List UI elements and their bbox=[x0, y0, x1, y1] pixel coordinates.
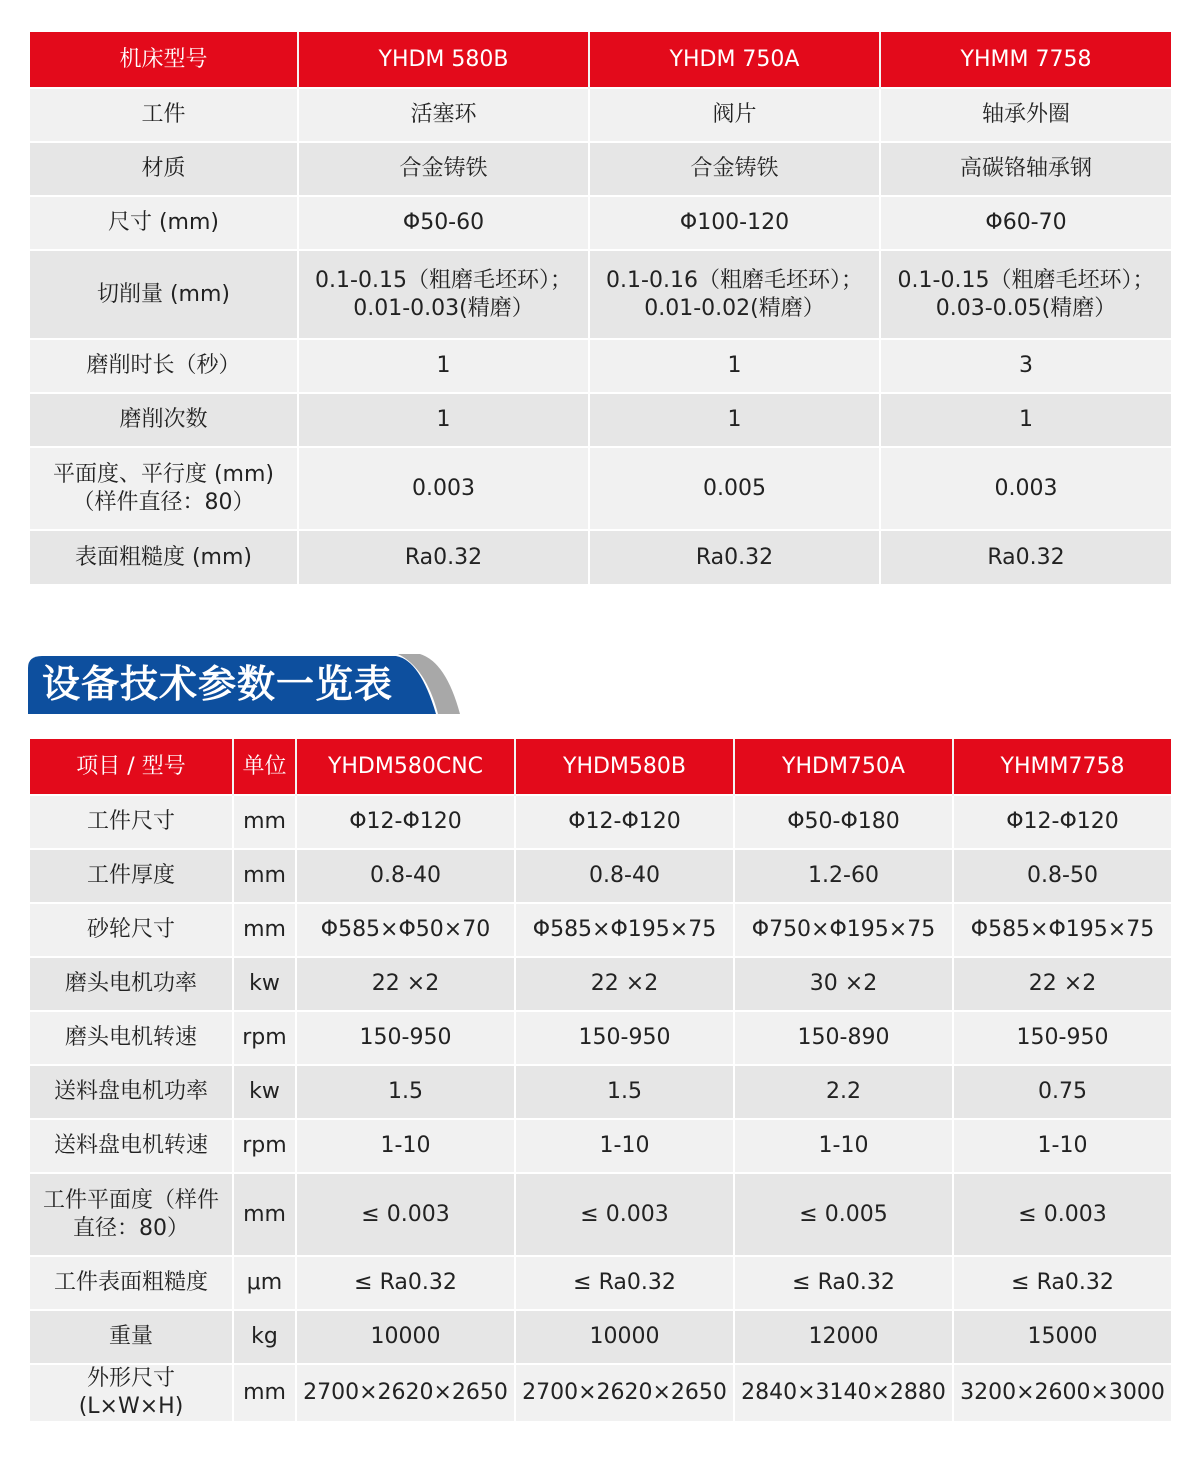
unit-cell: mm bbox=[233, 1173, 296, 1256]
comparison-header-cell: YHDM 750A bbox=[589, 32, 880, 88]
table-cell: Φ12-Φ120 bbox=[296, 795, 515, 849]
row-label: 工件尺寸 bbox=[30, 795, 233, 849]
table-row bbox=[30, 530, 1171, 584]
table-cell: 0.003 bbox=[298, 447, 589, 530]
table-cell: 0.8-40 bbox=[296, 849, 515, 903]
table-cell: Ra0.32 bbox=[298, 530, 589, 584]
table-cell: 0.8-50 bbox=[953, 849, 1171, 903]
table-cell: ≤ 0.003 bbox=[953, 1173, 1171, 1256]
unit-cell: mm bbox=[233, 1364, 296, 1421]
row-label: 重量 bbox=[30, 1310, 233, 1364]
table-row bbox=[30, 196, 1171, 250]
comparison-header-cell: YHDM 580B bbox=[298, 32, 589, 88]
row-label: 磨头电机功率 bbox=[30, 957, 233, 1011]
table-row bbox=[30, 795, 1171, 849]
table-cell: 150-950 bbox=[953, 1011, 1171, 1065]
table-cell: 2700×2620×2650 bbox=[515, 1364, 734, 1421]
table-row bbox=[30, 339, 1171, 393]
table-cell: Φ12-Φ120 bbox=[515, 795, 734, 849]
table-cell: 1 bbox=[589, 339, 880, 393]
row-label: 送料盘电机转速 bbox=[30, 1119, 233, 1173]
table-cell: 合金铸铁 bbox=[589, 142, 880, 196]
table-row bbox=[30, 903, 1171, 957]
unit-cell: kw bbox=[233, 1065, 296, 1119]
row-label: 工件表面粗糙度 bbox=[30, 1256, 233, 1310]
table-cell: Φ750×Φ195×75 bbox=[734, 903, 953, 957]
table-cell: 150-950 bbox=[515, 1011, 734, 1065]
table-cell: Ra0.32 bbox=[880, 530, 1171, 584]
table-cell: 1.2-60 bbox=[734, 849, 953, 903]
specs-header-cell: YHDM750A bbox=[734, 739, 953, 795]
table-cell: 22 ×2 bbox=[515, 957, 734, 1011]
specs-header-cell: YHMM7758 bbox=[953, 739, 1171, 795]
table-cell: 3 bbox=[880, 339, 1171, 393]
table-cell: 0.003 bbox=[880, 447, 1171, 530]
row-label: 材质 bbox=[30, 142, 298, 196]
table-cell: 0.005 bbox=[589, 447, 880, 530]
row-label: 磨头电机转速 bbox=[30, 1011, 233, 1065]
table-cell: 22 ×2 bbox=[296, 957, 515, 1011]
equipment-specs-table bbox=[30, 739, 1171, 1421]
specs-header-cell: YHDM580B bbox=[515, 739, 734, 795]
machine-comparison-table bbox=[30, 32, 1171, 584]
table-cell: ≤ Ra0.32 bbox=[734, 1256, 953, 1310]
table-cell: 1 bbox=[589, 393, 880, 447]
table-cell: 0.75 bbox=[953, 1065, 1171, 1119]
table-row bbox=[30, 1364, 1171, 1421]
row-label: 工件厚度 bbox=[30, 849, 233, 903]
row-label: 工件 bbox=[30, 88, 298, 142]
table-cell: Φ50-60 bbox=[298, 196, 589, 250]
unit-cell: μm bbox=[233, 1256, 296, 1310]
comparison-header-row bbox=[30, 32, 1171, 88]
table-row bbox=[30, 393, 1171, 447]
table-row bbox=[30, 849, 1171, 903]
unit-cell: rpm bbox=[233, 1011, 296, 1065]
row-label: 尺寸 (mm) bbox=[30, 196, 298, 250]
table-cell: 1-10 bbox=[296, 1119, 515, 1173]
table-cell: 15000 bbox=[953, 1310, 1171, 1364]
table-cell: 3200×2600×3000 bbox=[953, 1364, 1171, 1421]
table-cell: Φ585×Φ50×70 bbox=[296, 903, 515, 957]
row-label: 磨削时长（秒） bbox=[30, 339, 298, 393]
table-cell: 1-10 bbox=[515, 1119, 734, 1173]
table-cell: Φ100-120 bbox=[589, 196, 880, 250]
unit-cell: kg bbox=[233, 1310, 296, 1364]
comparison-header-cell: YHMM 7758 bbox=[880, 32, 1171, 88]
row-label: 外形尺寸 (L×W×H) bbox=[30, 1364, 233, 1421]
specs-header-cell: YHDM580CNC bbox=[296, 739, 515, 795]
table-cell: 10000 bbox=[296, 1310, 515, 1364]
table-cell: 30 ×2 bbox=[734, 957, 953, 1011]
table-row bbox=[30, 1065, 1171, 1119]
table-row bbox=[30, 447, 1171, 530]
table-cell: 12000 bbox=[734, 1310, 953, 1364]
table-row bbox=[30, 250, 1171, 339]
row-label: 磨削次数 bbox=[30, 393, 298, 447]
specs-header-cell: 单位 bbox=[233, 739, 296, 795]
comparison-header-cell: 机床型号 bbox=[30, 32, 298, 88]
table-cell: Φ50-Φ180 bbox=[734, 795, 953, 849]
table-cell: 1 bbox=[298, 339, 589, 393]
table-row bbox=[30, 1256, 1171, 1310]
table-cell: Φ585×Φ195×75 bbox=[515, 903, 734, 957]
table-cell: 活塞环 bbox=[298, 88, 589, 142]
table-cell: 高碳铬轴承钢 bbox=[880, 142, 1171, 196]
specs-header-cell: 项目 / 型号 bbox=[30, 739, 233, 795]
unit-cell: kw bbox=[233, 957, 296, 1011]
table-cell: 0.1-0.16（粗磨毛坯环）； 0.01-0.02(精磨） bbox=[589, 250, 880, 339]
unit-cell: mm bbox=[233, 903, 296, 957]
table-cell: 1 bbox=[880, 393, 1171, 447]
table-cell: 0.8-40 bbox=[515, 849, 734, 903]
table-cell: 2700×2620×2650 bbox=[296, 1364, 515, 1421]
table-cell: 10000 bbox=[515, 1310, 734, 1364]
row-label: 砂轮尺寸 bbox=[30, 903, 233, 957]
table-cell: Φ60-70 bbox=[880, 196, 1171, 250]
table-cell: ≤ 0.003 bbox=[296, 1173, 515, 1256]
unit-cell: mm bbox=[233, 795, 296, 849]
table-cell: Φ12-Φ120 bbox=[953, 795, 1171, 849]
table-cell: Φ585×Φ195×75 bbox=[953, 903, 1171, 957]
table-row bbox=[30, 957, 1171, 1011]
table-cell: 150-890 bbox=[734, 1011, 953, 1065]
row-label: 表面粗糙度 (mm) bbox=[30, 530, 298, 584]
row-label: 工件平面度（样件 直径：80） bbox=[30, 1173, 233, 1256]
table-cell: 0.1-0.15（粗磨毛坯环）； 0.03-0.05(精磨） bbox=[880, 250, 1171, 339]
table-row bbox=[30, 88, 1171, 142]
row-label: 平面度、平行度 (mm) （样件直径：80） bbox=[30, 447, 298, 530]
table-cell: 0.1-0.15（粗磨毛坯环）； 0.01-0.03(精磨） bbox=[298, 250, 589, 339]
table-row bbox=[30, 1011, 1171, 1065]
specs-header-row bbox=[30, 739, 1171, 795]
table-row bbox=[30, 142, 1171, 196]
table-cell: ≤ 0.003 bbox=[515, 1173, 734, 1256]
table-cell: ≤ 0.005 bbox=[734, 1173, 953, 1256]
section-title: 设备技术参数一览表 bbox=[42, 662, 394, 706]
table-cell: 2840×3140×2880 bbox=[734, 1364, 953, 1421]
table-cell: 1 bbox=[298, 393, 589, 447]
table-cell: 2.2 bbox=[734, 1065, 953, 1119]
table-cell: 150-950 bbox=[296, 1011, 515, 1065]
table-cell: 1.5 bbox=[296, 1065, 515, 1119]
table-row bbox=[30, 1119, 1171, 1173]
table-cell: 22 ×2 bbox=[953, 957, 1171, 1011]
table-cell: ≤ Ra0.32 bbox=[515, 1256, 734, 1310]
table-cell: 轴承外圈 bbox=[880, 88, 1171, 142]
table-cell: 1-10 bbox=[953, 1119, 1171, 1173]
unit-cell: rpm bbox=[233, 1119, 296, 1173]
table-cell: 1.5 bbox=[515, 1065, 734, 1119]
table-row bbox=[30, 1173, 1171, 1256]
table-cell: 合金铸铁 bbox=[298, 142, 589, 196]
table-cell: 1-10 bbox=[734, 1119, 953, 1173]
table-cell: ≤ Ra0.32 bbox=[296, 1256, 515, 1310]
table-cell: 阀片 bbox=[589, 88, 880, 142]
row-label: 切削量 (mm) bbox=[30, 250, 298, 339]
unit-cell: mm bbox=[233, 849, 296, 903]
row-label: 送料盘电机功率 bbox=[30, 1065, 233, 1119]
table-row bbox=[30, 1310, 1171, 1364]
table-cell: Ra0.32 bbox=[589, 530, 880, 584]
table-cell: ≤ Ra0.32 bbox=[953, 1256, 1171, 1310]
